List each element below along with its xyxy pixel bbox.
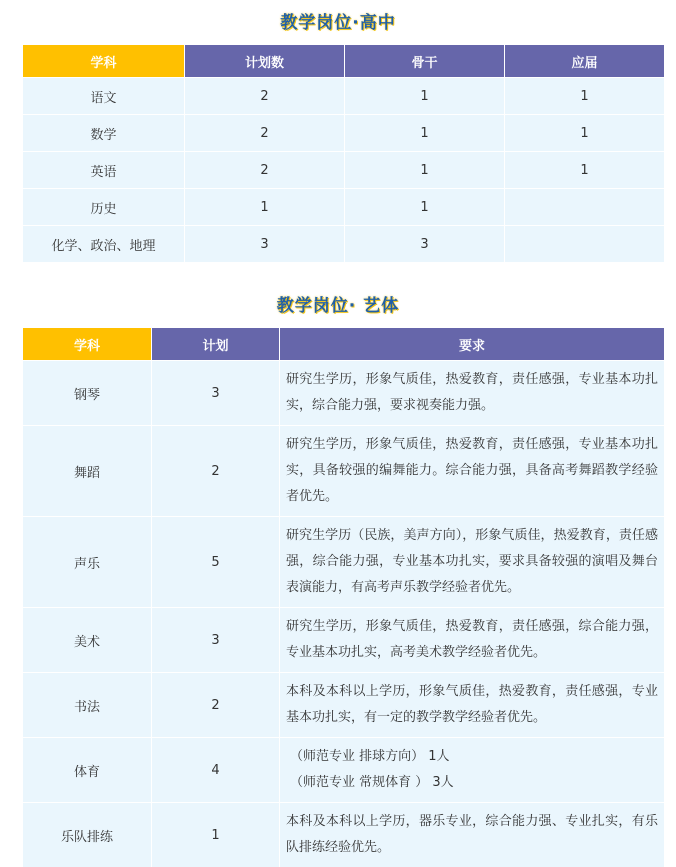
cell-plan: 3 <box>151 607 279 672</box>
cell-subject: 体育 <box>23 737 151 802</box>
table-row <box>23 188 664 225</box>
table-row <box>23 737 664 802</box>
cell-plan: 3 <box>184 225 344 262</box>
header-plan-count: 计划数 <box>184 45 344 77</box>
cell-requirements: 研究生学历，形象气质佳，热爱教育，责任感强，专业基本功扎实，综合能力强，要求视奏能力强。 <box>279 360 664 425</box>
cell-subject: 声乐 <box>23 516 151 607</box>
header-plan: 计划 <box>151 328 279 360</box>
cell-subject: 英语 <box>23 151 184 188</box>
cell-plan: 2 <box>184 151 344 188</box>
header-subject: 学科 <box>23 328 151 360</box>
table-row <box>23 802 664 867</box>
table-row <box>23 225 664 262</box>
table-row <box>23 425 664 516</box>
cell-plan: 1 <box>151 802 279 867</box>
header-requirements: 要求 <box>279 328 664 360</box>
table-row <box>23 77 664 114</box>
cell-plan: 2 <box>151 425 279 516</box>
cell-fresh <box>504 225 664 262</box>
table-row <box>23 114 664 151</box>
cell-plan: 2 <box>184 77 344 114</box>
cell-subject: 化学、政治、地理 <box>23 225 184 262</box>
cell-requirements: 本科及本科以上学历，形象气质佳，热爱教育，责任感强，专业基本功扎实，有一定的教学教学经验者优先。 <box>279 672 664 737</box>
section-title-arts-sports: 教学岗位· 艺体 <box>276 296 400 316</box>
cell-requirements: 研究生学历（民族，美声方向），形象气质佳，热爱教育，责任感强，综合能力强，专业基本功扎实，要求具备较强的演唱及舞台表演能力，有高考声乐教学经验者优先。 <box>279 516 664 607</box>
cell-plan: 4 <box>151 737 279 802</box>
cell-plan: 2 <box>184 114 344 151</box>
cell-fresh: 1 <box>504 77 664 114</box>
table-row <box>23 151 664 188</box>
cell-subject: 美术 <box>23 607 151 672</box>
cell-subject: 历史 <box>23 188 184 225</box>
header-backbone: 骨干 <box>344 45 504 77</box>
requirement-line: （师范专业 排球方向） 1人 <box>290 749 450 764</box>
cell-plan: 2 <box>151 672 279 737</box>
table-header-row <box>23 45 664 77</box>
cell-subject: 钢琴 <box>23 360 151 425</box>
cell-backbone: 1 <box>344 77 504 114</box>
header-subject: 学科 <box>23 45 184 77</box>
cell-fresh: 1 <box>504 151 664 188</box>
cell-plan: 3 <box>151 360 279 425</box>
cell-requirements <box>279 737 664 802</box>
table-row <box>23 672 664 737</box>
header-fresh-graduate: 应届 <box>504 45 664 77</box>
cell-plan: 1 <box>184 188 344 225</box>
cell-plan: 5 <box>151 516 279 607</box>
cell-backbone: 1 <box>344 151 504 188</box>
cell-fresh: 1 <box>504 114 664 151</box>
arts-sports-positions-table <box>23 328 664 867</box>
cell-requirements: 本科及本科以上学历，器乐专业，综合能力强、专业扎实，有乐队排练经验优先。 <box>279 802 664 867</box>
requirement-line: （师范专业 常规体育 ） 3人 <box>290 775 454 790</box>
cell-requirements: 研究生学历，形象气质佳，热爱教育，责任感强，专业基本功扎实，具备较强的编舞能力。综合能力强，具备高考舞蹈教学经验者优先。 <box>279 425 664 516</box>
cell-subject: 舞蹈 <box>23 425 151 516</box>
cell-backbone: 1 <box>344 188 504 225</box>
table-row <box>23 607 664 672</box>
cell-subject: 乐队排练 <box>23 802 151 867</box>
cell-requirements: 研究生学历，形象气质佳，热爱教育，责任感强，综合能力强，专业基本功扎实，高考美术教学经验者优先。 <box>279 607 664 672</box>
section-title-high-school: 教学岗位·高中 <box>280 13 396 33</box>
cell-subject: 数学 <box>23 114 184 151</box>
cell-backbone: 1 <box>344 114 504 151</box>
cell-fresh <box>504 188 664 225</box>
high-school-positions-table <box>23 45 664 262</box>
table-row <box>23 360 664 425</box>
cell-subject: 书法 <box>23 672 151 737</box>
cell-backbone: 3 <box>344 225 504 262</box>
cell-subject: 语文 <box>23 77 184 114</box>
table-header-row <box>23 328 664 360</box>
table-row <box>23 516 664 607</box>
